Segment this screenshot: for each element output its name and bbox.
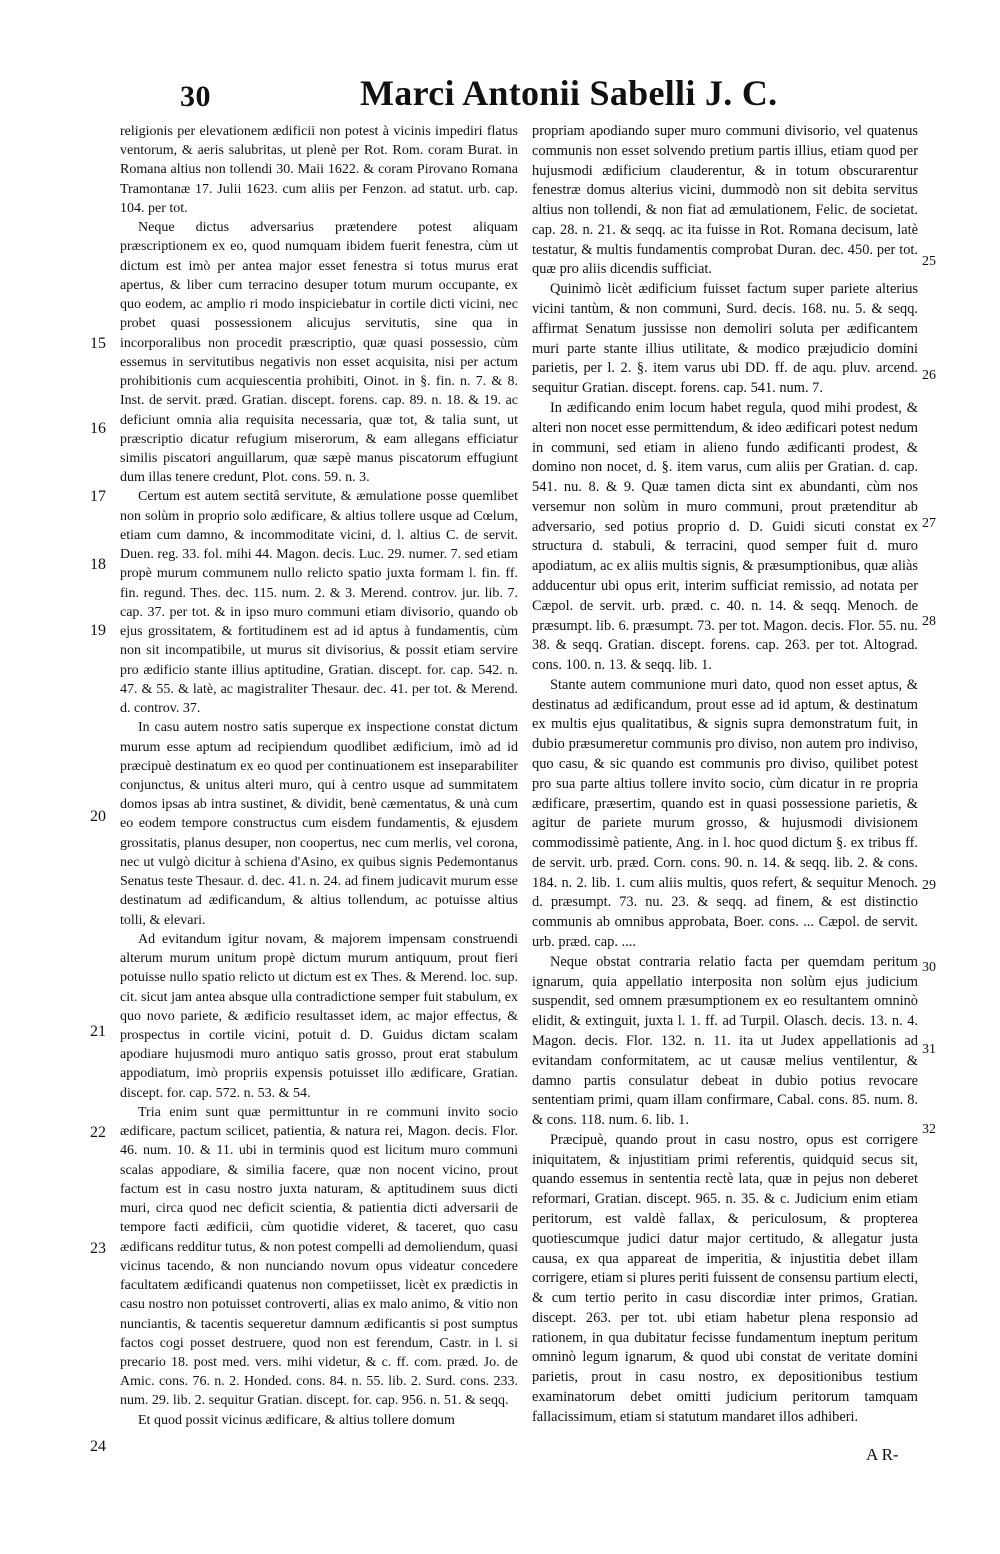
paragraph: Quinimò licèt ædificium fuisset factum super pariete alterius vicini tantùm, & non communi, Surd. decis. 168. nu. 5. & seqq. affirmat Senatum jussisse non demoliri soluta per ædificantem muri parte stante illius utilitate, & modico præjudicio domini parietis, per l. 2. §. item varus ubi DD. ff. de aqu. pluv. arcend. sequitur Gratian. discept. forens. cap. 541. num. 7. <box>532 281 918 397</box>
margin-number: 19 <box>90 622 106 639</box>
margin-number: 22 <box>90 1124 106 1141</box>
margin-number: 32 <box>922 1122 936 1137</box>
margin-number: 31 <box>922 1042 936 1057</box>
margin-number: 29 <box>922 878 936 893</box>
paragraph: Ad evitandum igitur novam, & majorem impensam construendi alterum murum unitum propè dictum murum antiquum, prout fieri potuisse nullo spatio relicto ut dictum est ex Thes. & Merend. loc. sup. cit. sicut jam antea absque ulla contradictione semper fuit stabulum, ex quo novo pariete, & ædificio resultasset idem, ac major effectus, & prospectus in cortile vicini, potuit d. D. Guidus dictam scalam apodiare hujusmodi muro antiquo satis grosso, prout erat stabulum appodiatum, imò propriis expensis potuisset illo ædificare, Gratian. discept. for. cap. 572. n. 53. & 54. <box>120 931 518 1101</box>
page-header <box>120 62 940 112</box>
margin-number: 26 <box>922 368 936 383</box>
margin-number: 24 <box>90 1438 106 1455</box>
paragraph: Certum est autem sectitâ servitute, & æmulatione posse quemlibet non solùm in proprio solo ædificare, & altius tollere usque ad Cœlum, etiam cum damno, & incommoditate vicini, d. l. altius C. de servit. Duen. reg. 33. fol. mihi 44. Magon. decis. Luc. 29. numer. 7. sed etiam propè murum communem nullo relicto spatio juxta formam l. fin. ff. fin. regund. Thes. dec. 115. num. 2. & 3. Merend. controv. jur. lib. 7. cap. 37. per tot. & in ipso muro communi etiam divisorio, quando ob ejus grossitatem, & fortitudinem est ad id aptus à fundamentis, cùm non sit incompatibile, ut murus sit divisorius, & possit etiam servire pro ædificio stante illius aptitudine, Gratian. discept. for. cap. 542. n. 47. & 55. & latè, ac magistraliter Thesaur. dec. 41. per tot. & Merend. d. controv. 37. <box>120 489 518 717</box>
paragraph: Stante autem communione muri dato, quod non esset aptus, & destinatus ad ædificandum, prout esse ad id aptum, & destinatum ex multis ejus qualitatibus, & signis supra demonstratum fuit, in dubio præsumeretur communis pro diviso, non autem pro indiviso, quo casu, & sic quando est communis pro diviso, quilibet potest pro sua parte altius tollere invito socio, cùm dicatur in re propria ædificare, præsertim, quando est in quasi possessione parietis, & agitur de pariete murum grosso, & hujusmodi divisionem commodissimè patiente, Ang. in l. hoc quod dictum §. ex tribus ff. de servit. urb. præd. Corn. cons. 90. n. 14. & seqq. lib. 2. & cons. 184. n. 2. lib. 1. cum aliis multis, quos refert, & sequitur Menoch. d. præsumpt. 73. nu. 23. & seqq. ad finem, & est distinctio communis ab omnibus approbata, Boer. cons. ... Cæpol. de servit. urb. præd. cap. .... <box>532 676 918 951</box>
right-column <box>532 122 918 1428</box>
margin-number: 17 <box>90 488 106 505</box>
margin-number: 16 <box>90 420 106 437</box>
paragraph: Præcipuè, quando prout in casu nostro, opus est corrigere iniquitatem, & injustitiam primi referentis, quidquid secus sit, quando essemus in sententia rectè lata, quæ in pejus non deberet reformari, Gratian. discept. 965. n. 35. & c. Judicium enim etiam peritorum, est valdè fallax, & periculosum, & propterea quotiescumque judici datur major certitudo, & allegatur justa causa, ex qua appareat de imperitia, & injustitia debet illam corrigere, etiam si plures periti fuissent de consensu partium electi, & cum tertio perito in casu discordiæ inter primos, Gratian. discept. 263. per tot. ubi etiam habetur plena responsio ad rationem, in qua dubitatur fecisse fundamentum ineptum peritum omninò legum ignarum, & quod ubi constat de veritate domini parietis, prout in casu nostro, ex depositionibus testium examinatorum debet omitti judicium peritorum tamquam fallacissimum, etiam si statutum mandaret illos adhiberi. <box>532 1131 918 1425</box>
running-head: Marci Antonii Sabelli J. C. <box>360 73 778 113</box>
margin-number: 30 <box>922 960 936 975</box>
paragraph: propriam apodiando super muro communi divisorio, vel quatenus communis non esset solvendo pretium partis illius, etiam quod per hujusmodi ædificium clauderentur, & in totum obscurarentur fenestræ domus alterius vicini, dummodò non sit debita servitus altius non tollendi, & non fiat ad æmulationem, Felic. de societat. cap. 28. n. 21. & seqq. ac ita fuisse in Rot. Romana decisum, latè testatur, & multis fundamentis comprobat Duran. dec. 450. per tot. quæ pro aliis dicendis sufficiat. <box>532 123 918 278</box>
margin-number: 27 <box>922 516 936 531</box>
margin-number: 15 <box>90 335 106 352</box>
margin-number: 23 <box>90 1240 106 1257</box>
margin-number: 25 <box>922 254 936 269</box>
paragraph: In ædificando enim locum habet regula, quod mihi prodest, & alteri non nocet esse permittendum, & ideo ædificari potest nedum in communi, sed etiam in alieno fundo ædificanti prodest, & domino non nocet, d. §. item varus, cum aliis per Gratian. d. cap. 541. nu. 8. & 9. Quæ tamen dicta sint ex abundanti, cùm nos versemur non solùm in muro communi, prout prætenditur ab adversario, sed potius proprio d. D. Guidi sicuti constat ex structura d. stabuli, & terracini, quod semper fuit d. muro apodiatum, ac ex aliis multis signis, & præsumptionibus, quæ aliàs adducentur ubi opus erit, interim sufficiat remissio, ad notata per Cæpol. de servit. urb. præd. c. 40. n. 14. & seqq. Menoch. de præsumpt. lib. 6. præsumpt. 73. per tot. Magon. decis. Flor. 55. nu. 38. & seqq. Gratian. discept. forens. cap. 263. per tot. Altograd. cons. 100. n. 13. & seqq. lib. 1. <box>532 399 918 674</box>
paragraph: Et quod possit vicinus ædificare, & altius tollere domum <box>138 1412 455 1428</box>
paragraph: Tria enim sunt quæ permittuntur in re communi invito socio ædificare, pactum scilicet, patientia, & natura rei, Magon. decis. Flor. 46. num. 10. & 11. ubi in terminis quod est licitum muro communi scalas appodiare, & similia facere, quæ non nocent vicino, prout factum est in casu nostro juxta naturam, & aptitudinem suus dicti muri, circa quod nec deficit scientia, & patientia dicti adversarii de tempore facti ædificii, cùm quotidie videret, & taceret, quo casu ædificans redditur tutus, & non potest compelli ad demoliendum, quasi vicinus tacendo, & non nunciando novum opus videatur concedere facultatem ædificandi quatenus non competiisset, licèt ex prædictis in casu nostro non potuisset controverti, alias ex malo animo, & vitio non nunciantis, & tacentis sequeretur damnum ædificantis si post sumptus factos cogi posset destruere, quod non est ferendum, Castr. in l. si precario 18. post med. vers. mihi videtur, & c. ff. com. præd. Jo. de Amic. cons. 76. n. 2. Honded. cons. 84. n. 55. lib. 2. Surd. cons. 233. num. 29. lib. 2. sequitur Gratian. discept. for. cap. 956. n. 51. & seqq. <box>120 1104 518 1409</box>
catchword: A R- <box>866 1445 899 1464</box>
paragraph: Neque obstat contraria relatio facta per quemdam peritum ignarum, quia appellatio interposita non solùm ejus judicium suspendit, sed omnem præsumptionem ex eo resultantem omninò elidit, & extinguit, juxta l. 1. ff. ad Turpil. Olasch. decis. 13. n. 4. Magon. decis. Flor. 132. n. 11. ita ut Judex appellationis ad evitandam conformitatem, ac ut causæ melius ventilentur, & damno partis consulatur debeat in dubio potius revocare sententiam primi, quam illam confirmare, Cabal. cons. 85. num. 8. & cons. 118. num. 6. lib. 1. <box>532 953 918 1129</box>
paragraph: In casu autem nostro satis superque ex inspectione constat dictum murum esse aptum ad recipiendum quodlibet ædificium, imò ad id præcipuè destinatum ex eo quod per continuationem est inseparabiliter conjunctus, & unitus alteri muro, qui à centro usque ad summitatem domos ipsas ab intra sustinet, & dividit, benè cæmentatus, & unà cum eo eodem tempore constructus cum eisdem fundamentis, & ejusdem grossitatis, planus desuper, non coopertus, nec cum merlis, vel corona, nec ut vulgò dicitur à schiena d'Asino, ex quibus signis Pedemontanus Senatus teste Thesaur. d. dec. 41. n. 24. ad finem judicavit murum esse destinatum ad ædificandum, & altius tollendum, ac potuisse altius tolli, & elevari. <box>120 720 518 928</box>
margin-number: 20 <box>90 808 106 825</box>
margin-number: 21 <box>90 1023 106 1040</box>
paragraph: Neque dictus adversarius prætendere potest aliquam præscriptionem ex eo, quod numquam ibidem fuerit fenestra, cùm ut dictum est imò per antea major esset fenestra si totus murus erat apertus, & liber cum terracino desuper totum murum occupante, ex quo eodem, ac amplio ri modo inspiciebatur in cortile dicti vicini, nec probet quasi possessionem alicujus servitutis, sine qua in incorporalibus non procedit præscriptio, quæ quasi possessio, cùm essemus in servitutibus negativis non esset acquisita, nisi per actum prohibitionis cum acquiescentia prohibiti, Oinot. in §. fin. n. 7. & 8. Inst. de servit. præd. Gratian. discept. forens. cap. 89. n. 18. & 19. ac deficiunt omnia alia requisita necessaria, quæ tot, & talia sunt, ut præscriptio dicatur refugium miserorum, & eam allegans efficiatur similis piscatori anguillarum, quæ sæpè manus piscatorum effugiunt dum illas tenere credunt, Plot. cons. 59. n. 3. <box>120 220 518 486</box>
margin-number: 28 <box>922 614 936 629</box>
left-column <box>120 122 518 1430</box>
page-number: 30 <box>180 80 211 113</box>
paragraph: religionis per elevationem ædificii non potest à vicinis impediri flatus ventorum, & aeris salubritas, ut plenè per Rot. Rom. coram Burat. in Romana altius non tollendi 30. Maii 1622. & coram Pirovano Romana Tramontanæ 17. Julii 1623. cum aliis per Fenzon. ad statut. urb. cap. 104. per tot. <box>120 124 518 216</box>
margin-number: 18 <box>90 556 106 573</box>
